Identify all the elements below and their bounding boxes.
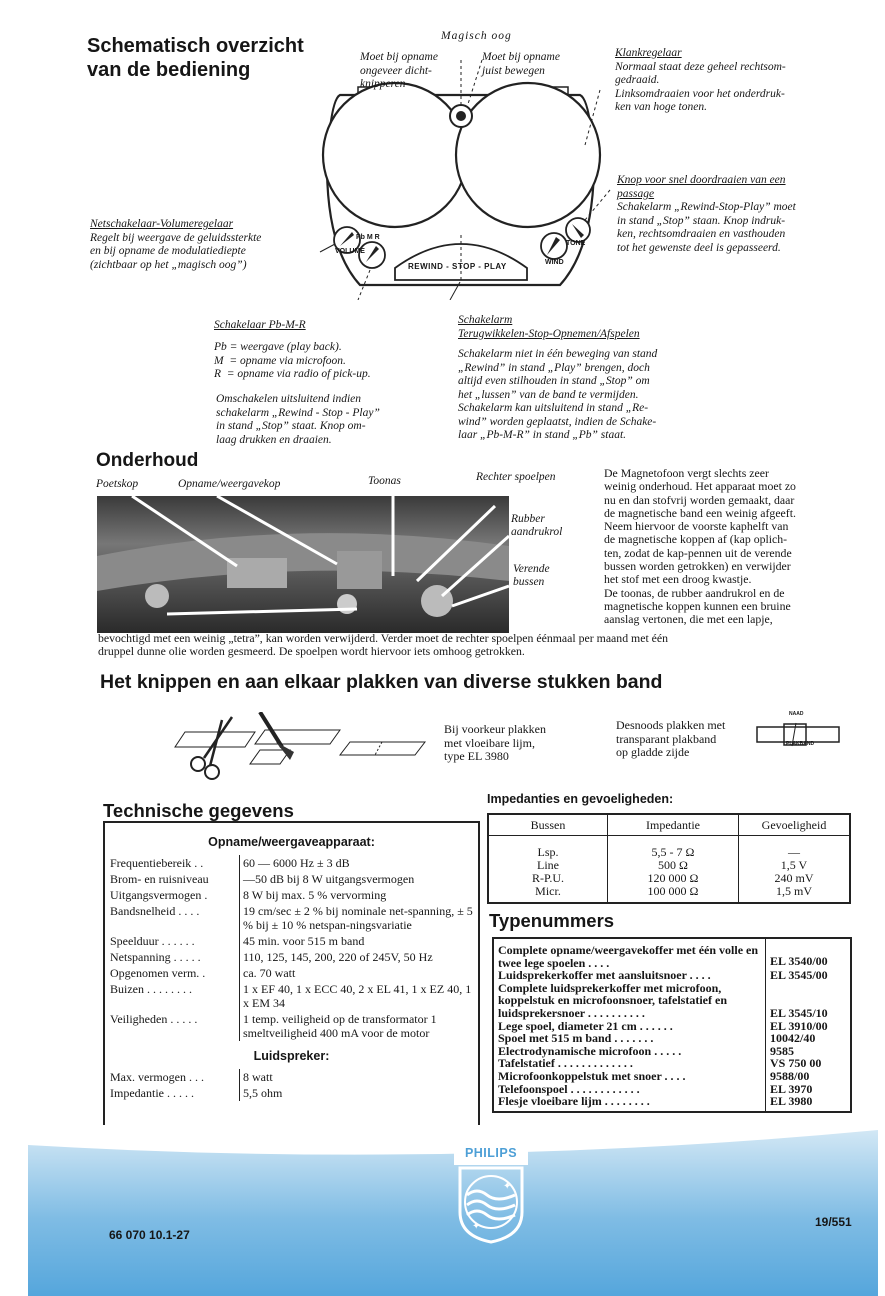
impedance-row: Lsp. 5,5 - 7 Ω — <box>488 836 850 860</box>
scissors-icon <box>191 757 205 771</box>
brand-name: PHILIPS <box>464 1146 518 1160</box>
impedance-row: Line 500 Ω 1,5 V <box>488 859 850 872</box>
label-roller: Rubber aandrukrol <box>511 513 563 538</box>
specs-table <box>107 855 476 1041</box>
spec-row: Bandsnelheid . . . . 19 cm/sec ± 2 % bij nominale net-spanning, ± 5 % bij ± 10 % netspan-ningsvariatie <box>107 903 476 933</box>
type-row: Microfoonkoppelstuk met snoer . . . . 9588/00 <box>493 1070 851 1083</box>
pbmr-title: Schakelaar Pb-M-R <box>214 319 306 331</box>
type-row: Flesje vloeibare lijm . . . . . . . . EL 3980 <box>493 1095 851 1112</box>
speaker-row: Impedantie . . . . . 5,5 ohm <box>107 1085 476 1101</box>
wind-note: Knop voor snel doordraaien van een passage Schakelarm „Rewind-Stop-Play” moet in stand „Stop” staan. Knop indruk- ken, rechtsomdraaien en vasthouden tot het gewenste deel is gepasseerd. <box>617 174 796 254</box>
pbmr-knob-label: Pb M R <box>356 234 380 241</box>
code-right: 19/551 <box>815 1215 852 1229</box>
maintenance-photo <box>97 496 509 633</box>
spec-row: Netspanning . . . . . 110, 125, 145, 200, 220 of 245V, 50 Hz <box>107 949 476 965</box>
splice-text-right: Desnoods plakken met transparant plakband op gladde zijde <box>616 718 726 759</box>
spec-row: Veiligheden . . . . . 1 temp. veiligheid op de transformator 1 smeltveiligheid 400 mA voor de motor <box>107 1011 476 1041</box>
splicing-illustration <box>170 712 430 787</box>
speaker-table <box>107 1069 476 1101</box>
splicing-title: Het knippen en aan elkaar plakken van diverse stukken band <box>100 671 663 693</box>
spec-row: Frequentiebereik . . 60 — 6000 Hz ± 3 dB <box>107 855 476 871</box>
code-left: 66 070 10.1-27 <box>109 1228 190 1242</box>
impedance-row: R-P.U. 120 000 Ω 240 mV <box>488 872 850 885</box>
impedance-title: Impedanties en gevoeligheden: <box>487 792 674 806</box>
seam-label: NAAD <box>789 711 804 717</box>
magic-eye-note-right: Moet bij opname juist bewegen <box>482 51 560 77</box>
impedance-row: Micr. 100 000 Ω 1,5 mV <box>488 885 850 903</box>
speaker-subtitle: Luidspreker: <box>253 1049 330 1063</box>
tape-splice-icon <box>752 717 847 753</box>
spec-row: Speelduur . . . . . . 45 min. voor 515 m band <box>107 933 476 949</box>
splice-text-left: Bij voorkeur plakken met vloeibare lijm, type EL 3980 <box>444 722 546 763</box>
pbmr-text: Pb = weergave (play back). M = opname via microfoon. R = opname via radio of pick-up. <box>214 341 371 380</box>
svg-text:✦: ✦ <box>472 1221 481 1232</box>
spec-row: Opgenomen verm. . ca. 70 watt <box>107 965 476 981</box>
label-spool: Rechter spoelpen <box>476 471 556 483</box>
type-row: Complete opname/weergavekoffer met één volle en twee lege spoelen . . . . EL 3540/00 <box>493 938 851 969</box>
arm-title: Schakelarm Terugwikkelen-Stop-Opnemen/Afspelen <box>458 314 640 340</box>
spec-row: Buizen . . . . . . . . 1 x EF 40, 1 x ECC 40, 2 x EL 41, 1 x EZ 40, 1 x EM 34 <box>107 981 476 1011</box>
spec-row: Brom- en ruisniveau —50 dB bij 8 W uitgangsvermogen <box>107 871 476 887</box>
tape-label: PLAKBAND <box>786 741 815 747</box>
impedance-header-row: Bussen Impedantie Gevoeligheid <box>488 814 850 836</box>
left-reel-circle <box>323 83 467 227</box>
volume-knob-label: VOLUME <box>335 248 365 255</box>
spec-row: Uitgangsvermogen . 8 W bij max. 5 % vervorming <box>107 887 476 903</box>
wind-knob-label: WIND <box>545 259 564 266</box>
label-head: Opname/weergavekop <box>178 478 281 490</box>
types-table <box>492 937 852 1113</box>
pbmr-note: Omschakelen uitsluitend indien schakelarm „Rewind - Stop - Play” in stand „Stop” staat. Knop om- laag drukken en draaien. <box>216 393 380 446</box>
page-title: Schematisch overzicht van de bediening <box>87 35 304 81</box>
type-row: Telefoonspoel . . . . . . . . . . . . EL 3970 <box>493 1083 851 1096</box>
type-row: Complete luidsprekerkoffer met microfoon, koppelstuk en microfoonsnoer, tafelstatief en luidsprekersnoer . . . . . . . . . . EL 3545/10 <box>493 982 851 1020</box>
tone-knob-label: TONE <box>566 240 586 247</box>
tone-note: Klankregelaar Normaal staat deze geheel rechtsom- gedraaid. Linksomdraaien voor het onderdruk- ken van hoge tonen. <box>615 47 786 113</box>
impedance-table <box>487 813 851 904</box>
recorder-subtitle: Opname/weergaveapparaat: <box>208 835 375 849</box>
svg-text:✦: ✦ <box>503 1181 512 1192</box>
type-row: Tafelstatief . . . . . . . . . . . . . VS 750 00 <box>493 1057 851 1070</box>
types-title: Typenummers <box>489 910 615 931</box>
specs-box <box>103 821 480 1135</box>
maintenance-title: Onderhoud <box>96 450 199 471</box>
speaker-row: Max. vermogen . . . 8 watt <box>107 1069 476 1085</box>
label-poetskop: Poetskop <box>96 478 139 490</box>
type-row: Lege spoel, diameter 21 cm . . . . . . EL 3910/00 <box>493 1020 851 1033</box>
magic-eye-label: Magisch oog <box>441 30 512 42</box>
maintenance-text-cont: bevochtigd met een weinig „tetra”, kan worden verwijderd. Verder moet de rechter spoelpen éénmaal per maand met één druppel dunne olie worden gesmeerd. De spoelpen wordt hiervoor iets omhoog getrokken. <box>98 631 669 659</box>
label-capstan: Toonas <box>368 475 401 487</box>
specs-title: Technische gegevens <box>103 800 294 821</box>
arm-text: Schakelarm niet in één beweging van stand „Rewind” in stand „Play” brengen, doch altijd even stilhouden in stand „Stop” om het „lussen” van de band te vermijden. Schakelarm kan uitsluitend in stand „Re- wind” worden geplaatst, indien de Schake- laar „Pb-M-R” in stand „Pb” staat. <box>458 348 658 441</box>
right-reel-circle <box>456 83 600 227</box>
volume-note: Netschakelaar-Volumeregelaar Regelt bij weergave de geluidssterkte en bij opname de modulatiediepte (zichtbaar op het „magisch oog”) <box>90 218 262 271</box>
maintenance-text: De Magnetofoon vergt slechts zeer weinig onderhoud. Het apparaat moet zo nu en dan stofvrij worden gemaakt, daar de magnetische band een weinig afgeeft. Neem hiervoor de voorste kaphelft van de magnetische koppen af (kap oplich- ten, zodat de kap-pennen uit de verende bussen worden getrokken) en verwijder het stof met een droog kwastje. De toonas, de rubber aandrukrol en de magnetische koppen kunnen een bruine aanslag vertonen, die met een lapje, <box>604 466 796 627</box>
type-row: Luidsprekerkoffer met aansluitsnoer . . . . EL 3545/00 <box>493 969 851 982</box>
label-bushes: Verende bussen <box>513 563 550 588</box>
type-row: Electrodynamische microfoon . . . . . 9585 <box>493 1045 851 1058</box>
scale-label: REWIND - STOP - PLAY <box>408 262 507 271</box>
magic-eye-note-left: Moet bij opname ongeveer dicht- knipperen <box>360 51 438 90</box>
type-row: Spoel met 515 m band . . . . . . . 10042/40 <box>493 1032 851 1045</box>
